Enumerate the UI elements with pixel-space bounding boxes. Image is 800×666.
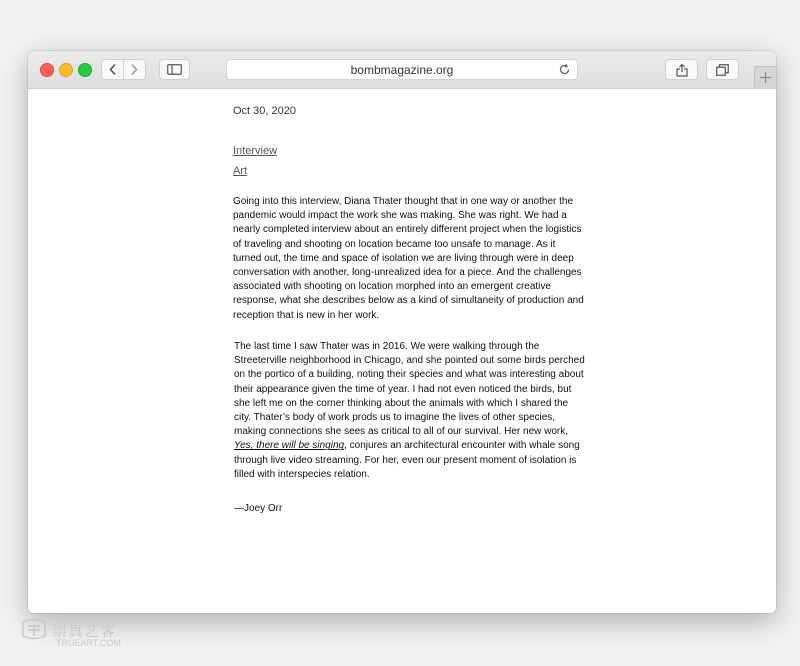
- sidebar-icon: [167, 64, 182, 75]
- zoom-window-button[interactable]: [78, 63, 92, 77]
- paragraph-text: The last time I saw Thater was in 2016. We were walking through the Streeterville neighborhood in Chicago, and she pointed out some birds perched on the portico of a building, noting their species and what was interesting about their appearance given the time of year. I had not even noticed the birds, but she left me on the corner thinking about the animals with which I shared the city. Thater’s body of work prods us to imagine the lives of other species, making connections she sees as critical to all of our survival. Her new work,: [234, 341, 585, 438]
- chevron-right-icon: [129, 63, 139, 76]
- back-button[interactable]: [102, 60, 123, 79]
- watermark-text: 崇真艺客: [52, 622, 117, 640]
- plus-icon: [760, 72, 771, 83]
- watermark-logo-icon: [20, 618, 48, 642]
- address-bar[interactable]: [226, 59, 578, 80]
- second-paragraph: [234, 340, 586, 482]
- browser-toolbar: [28, 51, 776, 89]
- share-button[interactable]: [665, 59, 698, 80]
- article-date: Oct 30, 2020: [233, 105, 296, 117]
- browser-window: [28, 51, 776, 613]
- tab-overview-button[interactable]: [706, 59, 739, 80]
- share-icon: [676, 63, 688, 77]
- intro-paragraph: Going into this interview, Diana Thater thought that in one way or another the pandemic would impact the work she was making. She was right. We had a nearly completed interview about an entirely different project when the logistics of traveling and shooting on location became too unsafe to manage. As it turned out, the time and space of isolation we are living through were in deep conversation with another, long-unrealized idea for a piece. And the challenges associated with shooting on location morphed into an emergent creative response, what she describes below as a kind of simultaneity of production and reception that is new in her work.: [233, 196, 584, 321]
- watermark-subtext: TRUEART.COM: [56, 638, 121, 648]
- paragraph-text: , conjures an architectural encounter with whale song through live video streaming. For her, even our present moment of isolation is filled with interspecies relation.: [234, 440, 580, 480]
- forward-button[interactable]: [124, 60, 145, 79]
- sidebar-button[interactable]: [159, 59, 190, 80]
- page-content: [28, 89, 776, 613]
- tabs-overview-icon: [716, 64, 729, 76]
- chevron-left-icon: [108, 63, 118, 76]
- minimize-window-button[interactable]: [59, 63, 73, 77]
- close-window-button[interactable]: [40, 63, 54, 77]
- work-title-link[interactable]: Yes, there will be singing: [234, 440, 345, 452]
- watermark: [20, 618, 121, 648]
- url-text: bombmagazine.org: [350, 63, 454, 77]
- tag-link-interview[interactable]: Interview: [233, 145, 278, 157]
- author-signature: —Joey Orr: [234, 503, 283, 514]
- new-tab-button[interactable]: [754, 66, 776, 88]
- reload-icon[interactable]: [558, 63, 571, 76]
- navigation-buttons: [101, 59, 146, 80]
- tag-link-art[interactable]: Art: [233, 165, 248, 177]
